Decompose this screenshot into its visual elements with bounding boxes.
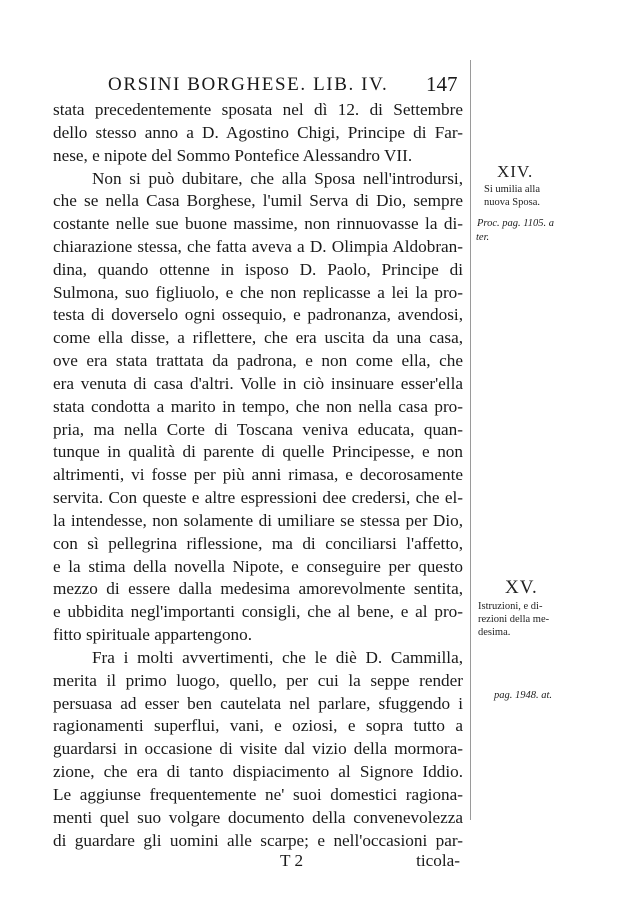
text-line: come ella disse, a riflettere, che era uscita da una casa, xyxy=(53,328,463,347)
column-rule xyxy=(470,60,471,820)
text-line: stata precedentemente sposata nel dì 12. di Settembre xyxy=(53,100,463,119)
text-line: chiarazione stessa, che fatta aveva a D. Olimpia Aldobran- xyxy=(53,237,463,256)
text-line: dello stesso anno a D. Agostino Chigi, Principe di Far- xyxy=(53,123,463,142)
text-line: pria, ma nella Corte di Toscana veniva educata, quan- xyxy=(53,420,463,439)
text-line: Non si può dubitare, che alla Sposa nell'introdursi, xyxy=(92,169,463,188)
text-line: guardarsi in occasione di visite dal vizio della mormora- xyxy=(53,739,463,758)
text-line: dina, quando ottenne in isposo D. Paolo, Principe di xyxy=(53,260,463,279)
text-line: tunque in qualità di parente di quelle Principesse, e non xyxy=(53,442,463,461)
text-line: ragionamenti superflui, vani, e oziosi, e sopra tutto a xyxy=(53,716,463,735)
margin-note-line: desima. xyxy=(478,627,511,638)
text-line: con sì pellegrina riflessione, ma di conciliarsi l'affetto, xyxy=(53,534,463,553)
text-line: fitto spirituale appartengono. xyxy=(53,625,253,644)
margin-section-number: XV. xyxy=(505,577,538,598)
catchword: ticola- xyxy=(416,851,460,870)
margin-note-line: rezioni della me- xyxy=(478,614,550,625)
margin-note-line: nuova Sposa. xyxy=(484,197,540,208)
text-line: la intendesse, non solamente di umiliare se stessa per Dio, xyxy=(53,511,463,530)
text-line: nese, e nipote del Sommo Pontefice Alessandro VII. xyxy=(53,146,413,165)
margin-reference: Proc. pag. 1105. a xyxy=(477,218,554,229)
text-line: ove era stata trattata da padrona, e non come ella, che xyxy=(53,351,463,370)
margin-reference: ter. xyxy=(476,232,490,243)
text-line: e ubbidita negl'importanti consigli, che al bene, e al pro- xyxy=(53,602,463,621)
text-line: menti quel suo volgare documento della convenevolezza xyxy=(53,808,463,827)
running-head: ORSINI BORGHESE. LIB. IV. xyxy=(108,74,389,95)
margin-note-line: Si umilia alla xyxy=(484,184,540,195)
margin-section-number: XIV. xyxy=(497,162,534,181)
text-line: e la stima della novella Nipote, e conseguire per questo xyxy=(53,557,463,576)
page-number: 147 xyxy=(426,72,458,96)
text-line: Le aggiunse frequentemente ne' suoi domestici ragiona- xyxy=(53,785,463,804)
text-line: zione, che era di tanto dispiacimento al Signore Iddio. xyxy=(53,762,463,781)
text-line: persuasa ad esser ben cautelata nel parlare, sfuggendo i xyxy=(53,694,463,713)
text-line: mezzo di essere dalla medesima amorevolmente sentita, xyxy=(53,579,463,598)
signature-mark: T 2 xyxy=(280,851,304,870)
text-line: servita. Con queste e altre espressioni dee credersi, che el- xyxy=(53,488,463,507)
margin-reference: pag. 1948. at. xyxy=(494,690,553,701)
text-line: stata condotta a marito in tempo, che non nella casa pro- xyxy=(53,397,463,416)
text-line: Sulmona, suo figliuolo, e che non replicasse a lei la pro- xyxy=(53,283,463,302)
text-line: altrimenti, vi fosse per più anni rimasa, e decorosamente xyxy=(53,465,463,484)
text-line: costante nelle sue buone massime, non rinnuovasse la di- xyxy=(53,214,463,233)
text-line: era venuta di casa d'altri. Volle in ciò insinuare esser'ella xyxy=(53,374,463,393)
text-line: che se nella Casa Borghese, l'umil Serva di Dio, sempre xyxy=(53,191,463,210)
text-line: merita il primo luogo, quello, per cui la seppe render xyxy=(53,671,463,690)
text-line: Fra i molti avvertimenti, che le diè D. Cammilla, xyxy=(92,648,463,667)
text-line: testa di doverselo ogni ossequio, e padronanza, avendosi, xyxy=(53,305,463,324)
margin-note-line: Istruzioni, e di- xyxy=(478,601,543,612)
text-line: di guardare gli uomini alle scarpe; e nell'occasioni par- xyxy=(53,831,463,850)
